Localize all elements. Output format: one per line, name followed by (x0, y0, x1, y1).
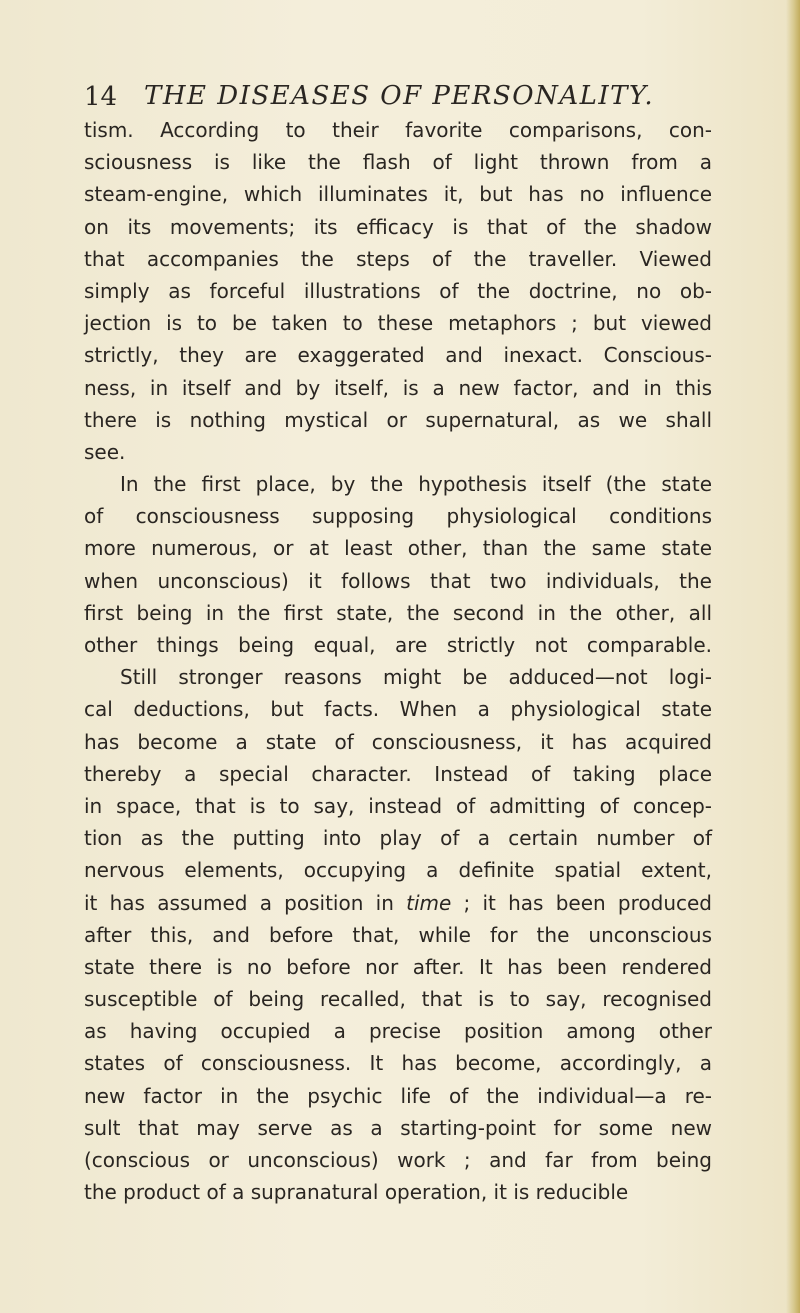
text-line: when unconscious) it follows that two individuals, the (84, 568, 712, 593)
paragraph-start-line: Still stronger reasons might be adduced—not logi- (120, 665, 712, 690)
text-line: other things being equal, are strictly not comparable. (84, 633, 712, 657)
paragraph-start-line: In the first place, by the hypothesis itself (the state (120, 472, 712, 497)
text-line: state there is no before nor after. It has been rendered (84, 954, 712, 979)
text-line: sult that may serve as a starting-point for some new (84, 1115, 712, 1140)
text-line: of consciousness supposing physiological conditions (84, 504, 712, 529)
text-line: in space, that is to say, instead of admitting of concep- (84, 793, 712, 818)
text-line: (conscious or unconscious) work ; and far from being (84, 1148, 712, 1172)
text-line: as having occupied a precise position among other (84, 1019, 712, 1044)
text-line: on its movements; its efficacy is that of the shadow (84, 214, 712, 239)
text-line-lead: it has assumed a position in (84, 890, 407, 915)
body-text (84, 114, 712, 1208)
text-line: first being in the first state, the second in the other, all (84, 600, 712, 625)
text-line (84, 887, 712, 919)
italic-word: time (406, 890, 452, 915)
text-line: states of consciousness. It has become, accordingly, a (84, 1051, 712, 1076)
text-line: nervous elements, occupying a definite spatial extent, (84, 858, 712, 883)
text-line: see. (84, 439, 126, 464)
text-line: thereby a special character. Instead of taking place (84, 761, 712, 786)
text-line: after this, and before that, while for the unconscious (84, 922, 712, 947)
text-line: strictly, they are exaggerated and inexact. Conscious- (84, 343, 712, 368)
text-line-tail: ; it has been produced (451, 890, 713, 915)
text-line: sciousness is like the flash of light thrown from a (84, 150, 712, 175)
text-line: jection is to be taken to these metaphors ; but viewed (84, 311, 712, 336)
text-line: simply as forceful illustrations of the doctrine, no ob- (84, 278, 712, 303)
text-line: that accompanies the steps of the traveller. Viewed (84, 246, 712, 271)
text-line: susceptible of being recalled, that is to say, recognised (84, 987, 712, 1012)
page-number: 14 (84, 82, 118, 112)
running-title: THE DISEASES OF PERSONALITY. (144, 81, 655, 111)
text-line: tion as the putting into play of a certain number of (84, 826, 712, 851)
text-line: ness, in itself and by itself, is a new factor, and in this (84, 375, 712, 400)
text-line: has become a state of consciousness, it has acquired (84, 729, 712, 754)
text-line: there is nothing mystical or supernatural, as we shall (84, 407, 712, 432)
text-line: steam-engine, which illuminates it, but has no influence (84, 182, 712, 207)
page-edge-shadow (786, 0, 800, 1313)
text-line: the product of a supranatural operation, it is reducible (84, 1180, 629, 1205)
text-line: cal deductions, but facts. When a physiological state (84, 697, 712, 722)
text-line: new factor in the psychic life of the individual—a re- (84, 1083, 712, 1108)
text-line: more numerous, or at least other, than the same state (84, 536, 712, 561)
text-line: tism. According to their favorite comparisons, con- (84, 118, 712, 142)
